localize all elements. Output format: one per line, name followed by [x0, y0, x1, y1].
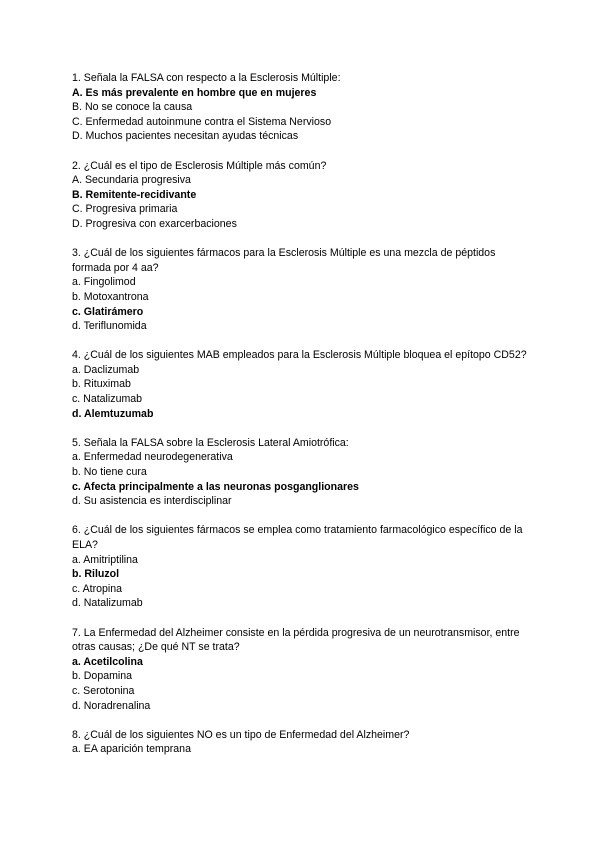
answer-option: a. EA aparición temprana	[72, 743, 191, 756]
question-1	[72, 71, 532, 144]
answer-option-correct: d. Alemtuzumab	[72, 407, 154, 420]
answer-option: C. Enfermedad autoinmune contra el Sistema Nervioso	[72, 115, 332, 128]
answer-option: C. Progresiva primaria	[72, 203, 178, 216]
question-stem: 8. ¿Cuál de los siguientes NO es un tipo de Enfermedad del Alzheimer?	[72, 728, 410, 741]
answer-option: c. Serotonina	[72, 684, 135, 697]
question-2	[72, 159, 532, 232]
answer-option: b. No tiene cura	[72, 466, 147, 479]
answer-option: d. Teriflunomida	[72, 320, 147, 333]
answer-option: B. No se conoce la causa	[72, 101, 193, 114]
answer-option: c. Natalizumab	[72, 393, 143, 406]
question-5	[72, 436, 532, 509]
answer-option-correct: c. Glatirámero	[72, 305, 144, 318]
question-6	[72, 523, 532, 611]
question-stem: 2. ¿Cuál es el tipo de Esclerosis Múltiple más común?	[72, 159, 327, 172]
answer-option: A. Secundaria progresiva	[72, 174, 191, 187]
question-stem: 6. ¿Cuál de los siguientes fármacos se emplea como tratamiento farmacológico específico de la ELA?	[72, 524, 523, 551]
question-8	[72, 728, 532, 757]
question-stem: 1. Señala la FALSA con respecto a la Esclerosis Múltiple:	[72, 72, 341, 84]
answer-option: c. Atropina	[72, 582, 123, 595]
answer-option: a. Amitriptilina	[72, 553, 138, 566]
answer-option: D. Muchos pacientes necesitan ayudas técnicas	[72, 130, 299, 143]
answer-option-correct: a. Acetilcolina	[72, 655, 143, 668]
question-4	[72, 348, 532, 421]
answer-option-correct: b. Riluzol	[72, 568, 120, 581]
answer-option-correct: c. Afecta principalmente a las neuronas posganglionares	[72, 480, 359, 493]
answer-option: a. Daclizumab	[72, 363, 140, 376]
question-stem: 4. ¿Cuál de los siguientes MAB empleados para la Esclerosis Múltiple bloquea el epítopo CD52?	[72, 349, 527, 362]
answer-option: a. Fingolimod	[72, 276, 136, 289]
answer-option: b. Dopamina	[72, 670, 133, 683]
answer-option: d. Su asistencia es interdisciplinar	[72, 495, 232, 508]
question-stem: 5. Señala la FALSA sobre la Esclerosis Lateral Amiotrófica:	[72, 436, 349, 449]
answer-option: b. Motoxantrona	[72, 290, 149, 303]
answer-option-correct: B. Remitente-recidivante	[72, 188, 197, 201]
question-stem: 3. ¿Cuál de los siguientes fármacos para la Esclerosis Múltiple es una mezcla de péptidos formada por 4 aa?	[72, 247, 496, 274]
answer-option: b. Rituximab	[72, 378, 131, 391]
answer-option: a. Enfermedad neurodegenerativa	[72, 451, 233, 464]
answer-option-correct: A. Es más prevalente en hombre que en mujeres	[72, 86, 317, 99]
answer-option: D. Progresiva con exarcerbaciones	[72, 217, 237, 230]
question-list	[72, 71, 532, 772]
question-stem: 7. La Enfermedad del Alzheimer consiste en la pérdida progresiva de un neurotransmisor, entre otras causas; ¿De qué NT se trata?	[72, 626, 520, 654]
question-3	[72, 246, 532, 334]
answer-option: d. Noradrenalina	[72, 699, 151, 712]
answer-option: d. Natalizumab	[72, 597, 143, 610]
question-7	[72, 626, 532, 714]
